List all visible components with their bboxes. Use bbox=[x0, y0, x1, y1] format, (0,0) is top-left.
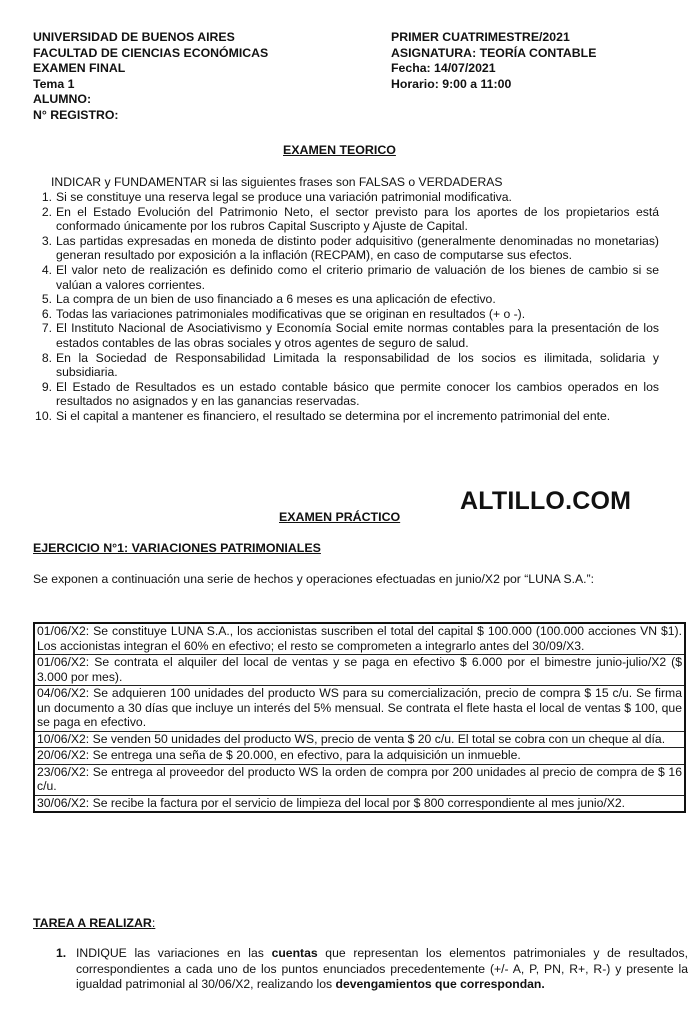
question-text: Si el capital a mantener es financiero, el resultado se determina por el incremento patrimonial del ente. bbox=[56, 408, 611, 423]
task-item bbox=[51, 946, 688, 993]
question-number: 8. bbox=[41, 350, 52, 365]
question-number: 7. bbox=[41, 321, 52, 336]
task-bold-1: cuentas bbox=[271, 946, 318, 960]
operation-cell: 10/06/X2: Se venden 50 unidades del producto WS, precio de venta $ 20 c/u. El total se cobra con un cheque al día. bbox=[34, 731, 685, 748]
question-text: Todas las variaciones patrimoniales modificativas que se originan en resultados (+ o -). bbox=[56, 306, 526, 321]
question-number: 10. bbox=[35, 408, 52, 423]
student-label: ALUMNO: bbox=[33, 92, 92, 107]
table-row bbox=[34, 686, 685, 732]
header-right bbox=[391, 30, 681, 92]
operation-cell: 04/06/X2: Se adquieren 100 unidades del producto WS para su comercialización, precio de compra $ 15 c/u. Se firma un documento a 30 días que incluye un interés del 5% mensual. Se contrata el flete hasta el local de ventas $ 100, que se paga en efectivo. bbox=[34, 686, 685, 732]
task-number: 1. bbox=[56, 946, 67, 960]
task-text-2: que representan los elementos patrimoniales y de resultados, correspondientes a cada uno de los puntos enunciados precedentemente (+/- A, P, PN, R+, R-) y presente la igualdad patrimonial al 30/06/X2, realizando los bbox=[76, 946, 689, 991]
question-number: 6. bbox=[41, 306, 52, 321]
question-text: Las partidas expresadas en moneda de distinto poder adquisitivo (generalmente denominadas no monetarias) generan resultado por exposición a la inflación (RECPAM), en caso de computarse sus efectos. bbox=[56, 233, 659, 263]
question-item bbox=[33, 263, 659, 292]
question-list bbox=[33, 190, 659, 424]
task-bold-2: devengamientos que correspondan. bbox=[335, 977, 545, 991]
question-item bbox=[33, 380, 659, 409]
exam-theme: Tema 1 bbox=[33, 76, 75, 91]
table-row bbox=[34, 748, 685, 765]
question-number: 2. bbox=[41, 204, 52, 219]
question-number: 4. bbox=[41, 262, 52, 277]
faculty-name: FACULTAD DE CIENCIAS ECONÓMICAS bbox=[33, 45, 269, 60]
table-row bbox=[34, 795, 685, 812]
question-item bbox=[33, 205, 659, 234]
question-text: En la Sociedad de Responsabilidad Limitada la responsabilidad de los socios es ilimitada, solidaria y subsidiaria. bbox=[56, 350, 659, 380]
registry-label: N° REGISTRO: bbox=[33, 107, 119, 122]
header-left bbox=[33, 30, 373, 124]
task-text-1: INDIQUE las variaciones en las bbox=[76, 946, 272, 960]
schedule-label: Horario: 9:00 a 11:00 bbox=[391, 76, 512, 91]
operation-cell: 23/06/X2: Se entrega al proveedor del producto WS la orden de compra por 200 unidades al precio de compra de $ 16 c/u. bbox=[34, 764, 685, 795]
table-row bbox=[34, 655, 685, 686]
operation-cell: 30/06/X2: Se recibe la factura por el servicio de limpieza del local por $ 800 correspondiente al mes junio/X2. bbox=[34, 795, 685, 812]
university-name: UNIVERSIDAD DE BUENOS AIRES bbox=[33, 30, 235, 44]
practice-title: EXAMEN PRÁCTICO bbox=[279, 510, 401, 524]
task-heading bbox=[33, 916, 155, 930]
question-number: 5. bbox=[41, 292, 52, 307]
question-text: Si se constituye una reserva legal se produce una variación patrimonial modificativa. bbox=[56, 190, 512, 204]
question-text: El valor neto de realización es definido como el criterio primario de valuación de los bienes de cambio si se valúan a valores corrientes. bbox=[56, 262, 659, 292]
question-item bbox=[33, 234, 659, 263]
term-label: PRIMER CUATRIMESTRE/2021 bbox=[391, 30, 570, 44]
table-row bbox=[34, 731, 685, 748]
theory-instruction: INDICAR y FUNDAMENTAR si las siguientes frases son FALSAS o VERDADERAS bbox=[51, 175, 503, 189]
operations-table bbox=[33, 622, 686, 813]
watermark-logo: ALTILLO.COM bbox=[460, 487, 632, 515]
question-item bbox=[33, 409, 659, 424]
question-item bbox=[33, 351, 659, 380]
question-item bbox=[33, 190, 659, 205]
task-title-colon: : bbox=[151, 916, 156, 930]
theory-title: EXAMEN TEORICO bbox=[283, 143, 396, 157]
exam-type: EXAMEN FINAL bbox=[33, 61, 126, 76]
date-label: Fecha: 14/07/2021 bbox=[391, 61, 496, 76]
exercise-title: EJERCICIO N°1: VARIACIONES PATRIMONIALES bbox=[33, 541, 321, 555]
question-number: 3. bbox=[41, 233, 52, 248]
question-text: En el Estado Evolución del Patrimonio Neto, el sector previsto para los aportes de los propietarios está conformado únicamente por los rubros Capital Suscripto y Ajuste de Capital. bbox=[56, 204, 659, 234]
task-title: TAREA A REALIZAR bbox=[33, 916, 152, 930]
question-text: El Estado de Resultados es un estado contable básico que permite conocer los cambios operados en los resultados no asignados y en las ganancias reservadas. bbox=[56, 379, 659, 409]
table-row bbox=[34, 764, 685, 795]
operation-cell: 01/06/X2: Se contrata el alquiler del local de ventas y se paga en efectivo $ 6.000 por el bimestre junio-julio/X2 ($ 3.000 por mes). bbox=[34, 655, 685, 686]
exercise-intro: Se exponen a continuación una serie de hechos y operaciones efectuadas en junio/X2 por “LUNA S.A.”: bbox=[33, 572, 594, 586]
table-row bbox=[34, 623, 685, 655]
question-text: El Instituto Nacional de Asociativismo y Economía Social emite normas contables para la presentación de los estados contables de las obras sociales y otros agentes de seguro de salud. bbox=[56, 321, 659, 350]
operation-cell: 01/06/X2: Se constituye LUNA S.A., los accionistas suscriben el total del capital $ 100.000 (100.000 acciones VN $1). Los accionistas integran el 60% en efectivo; el resto se comprometen a integrarlo antes del 30/09/X3. bbox=[34, 623, 685, 655]
question-number: 1. bbox=[41, 190, 52, 204]
subject-label: ASIGNATURA: TEORÍA CONTABLE bbox=[391, 45, 597, 60]
question-item bbox=[33, 321, 659, 350]
question-number: 9. bbox=[41, 379, 52, 394]
question-item bbox=[33, 307, 659, 322]
operation-cell: 20/06/X2: Se entrega una seña de $ 20.000, en efectivo, para la adquisición un inmueble. bbox=[34, 748, 685, 765]
question-text: La compra de un bien de uso financiado a 6 meses es una aplicación de efectivo. bbox=[56, 292, 496, 307]
question-item bbox=[33, 292, 659, 307]
